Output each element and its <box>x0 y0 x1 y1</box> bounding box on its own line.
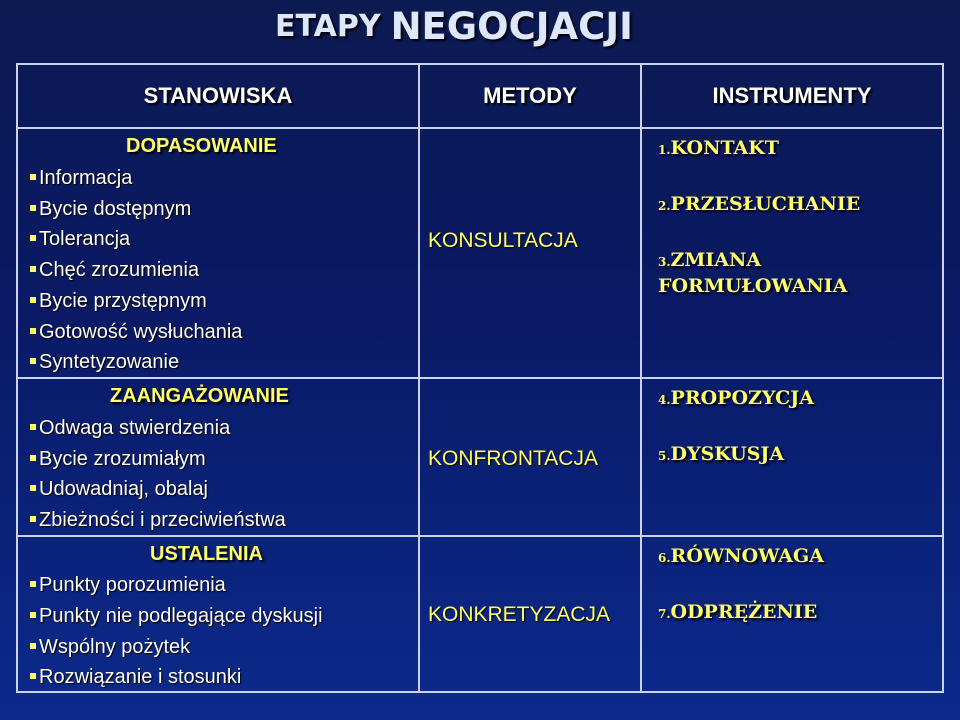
header-instrumenty: INSTRUMENTY <box>712 83 872 108</box>
instrument-number: 5. <box>658 449 671 463</box>
instrument-label: RÓWNOWAGA <box>670 545 824 567</box>
list-item: Punkty nie podlegające dyskusji <box>30 605 323 628</box>
column-divider-2 <box>640 65 642 693</box>
row-divider-header <box>18 127 942 129</box>
instrument-4 <box>658 387 814 409</box>
list-item: Wspólny pożytek <box>30 636 190 659</box>
method-konkretyzacja: KONKRETYZACJA <box>428 603 611 626</box>
instrument-number: 3. <box>658 255 671 269</box>
instrument-label: ZMIANA <box>670 249 762 271</box>
list-item: Bycie dostępnym <box>30 198 191 221</box>
instrument-6 <box>658 545 824 567</box>
instrument-number: 6. <box>658 551 671 565</box>
instrument-number: 2. <box>658 199 671 213</box>
stages-table <box>16 63 944 693</box>
instrument-1 <box>658 137 779 159</box>
instrument-label: KONTAKT <box>670 137 779 159</box>
method-konfrontacja: KONFRONTACJA <box>428 447 598 470</box>
list-item: Odwaga stwierdzenia <box>30 417 230 440</box>
instrument-label: ODPRĘŻENIE <box>670 601 818 623</box>
instrument-3 <box>658 249 761 271</box>
instrument-label: PRZESŁUCHANIE <box>670 193 861 215</box>
header-metody: METODY <box>483 83 577 108</box>
slide-title <box>275 0 675 50</box>
list-item: Syntetyzowanie <box>30 351 179 374</box>
method-konsultacja: KONSULTACJA <box>428 229 578 252</box>
list-item: Udowadniaj, obalaj <box>30 478 208 501</box>
list-item: Gotowość wysłuchania <box>30 321 242 344</box>
instrument-3-line2: FORMUŁOWANIA <box>658 275 848 297</box>
instrument-7 <box>658 601 817 623</box>
list-item: Bycie zrozumiałym <box>30 448 206 471</box>
instrument-label: PROPOZYCJA <box>670 387 814 409</box>
row-divider-1 <box>18 377 942 379</box>
section-title-zaangazowanie: ZAANGAŻOWANIE <box>110 385 289 407</box>
section-title-dopasowanie: DOPASOWANIE <box>126 135 277 157</box>
title-main: NEGOCJACJI <box>390 5 633 48</box>
instrument-2 <box>658 193 860 215</box>
list-item: Rozwiązanie i stosunki <box>30 666 241 689</box>
instrument-5 <box>658 443 784 465</box>
title-prefix: ETAPY <box>275 9 381 44</box>
list-item: Chęć zrozumienia <box>30 259 199 282</box>
instrument-number: 1. <box>658 143 671 157</box>
list-item: Bycie przystępnym <box>30 290 207 313</box>
section-title-ustalenia: USTALENIA <box>150 543 263 565</box>
instrument-number: 7. <box>658 607 671 621</box>
list-item: Tolerancja <box>30 228 130 251</box>
list-item: Punkty porozumienia <box>30 574 226 597</box>
list-item: Informacja <box>30 167 132 190</box>
list-item: Zbieżności i przeciwieństwa <box>30 509 286 532</box>
instrument-label: DYSKUSJA <box>670 443 785 465</box>
instrument-number: 4. <box>658 393 671 407</box>
row-divider-2 <box>18 535 942 537</box>
header-stanowiska: STANOWISKA <box>143 83 293 108</box>
column-divider-1 <box>418 65 420 693</box>
